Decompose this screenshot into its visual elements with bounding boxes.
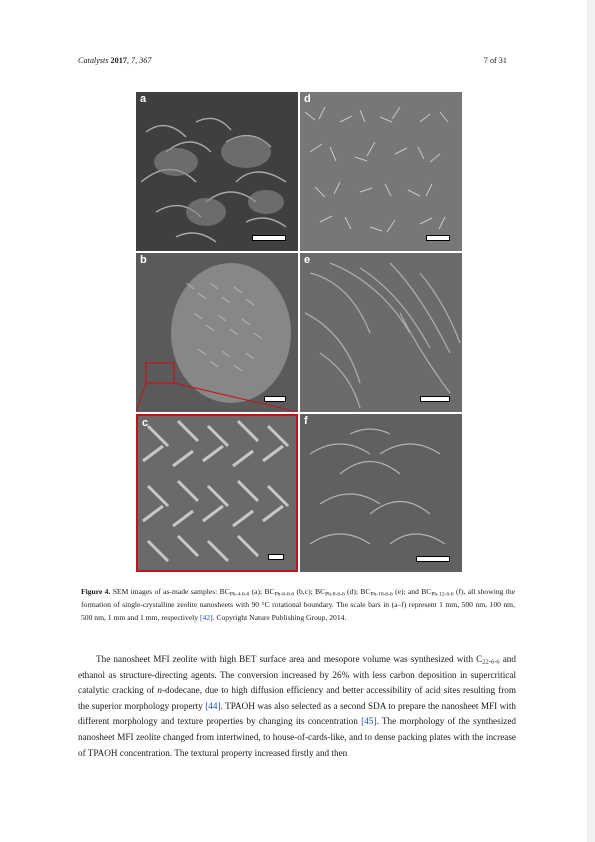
page-number: 7 of 31 (483, 56, 507, 65)
panel-b-image (136, 253, 298, 412)
paragraph: The nanosheet MFI zeolite with high BET surface area and mesopore volume was synthesized with $C_{22-6-6}$ and ethanol as structure-directing agents. The conversion increased by 26% with less carbon deposition in supercritical catalytic cracking of n-dodecane, due to high diffusion efficiency and better accessibility of acid sites resulting from the superior morphology property [44]. TPAOH was also selected as a second SDA to prepare the nanosheet MFI with different morphology and texture properties by changing its concentration [45]. The morphology of the synthesized nanosheet MFI zeolite changed from intertwined, to house-of-cards-like, and to dense packing plates with the increase of TPAOH concentration. The textural property increased firstly and then (78, 654, 516, 758)
panel-label: a (140, 93, 147, 105)
panel-f-image (300, 414, 462, 572)
scale-bar (268, 554, 284, 560)
scale-bar (264, 396, 286, 402)
panel-e (300, 253, 462, 412)
panel-label: b (140, 254, 147, 266)
page-header (78, 56, 507, 65)
journal-citation: Catalysts 2017, 7, 367 (78, 56, 152, 65)
panel-f (300, 414, 462, 572)
panel-c (136, 414, 298, 572)
scale-bar (426, 235, 450, 241)
reference-link[interactable]: [45] (361, 716, 377, 727)
panel-a (136, 92, 298, 251)
panel-e-image (300, 253, 462, 412)
reference-link[interactable]: [44] (205, 700, 221, 711)
scale-bar (252, 235, 286, 241)
panel-d (300, 92, 462, 251)
panel-c-image (138, 416, 296, 570)
panel-label: c (142, 417, 149, 429)
panel-label: f (304, 415, 308, 427)
figure-caption: Figure 4. SEM images of as-made samples: $BC_{Ph-4-6-6}$ (a); $BC_{Ph-6-6-6}$ (b,c); $BC_{Ph-8-6-6}$ (d); $BC_{Ph-10-6-6}$ (e); and $BC_{Ph-12-6-6}$ (f), all showing the formation of single-crystalline zeolite nanosheets with 90 °C rotational boundary. The scale bars in (a–f) represent 1 mm, 500 nm, 100 nm, 500 nm, 1 mm and 1 mm, respectively [42]. Copyright Nature Publishing Group, 2014. (81, 587, 516, 622)
reference-link[interactable]: [42] (199, 613, 213, 622)
scale-bar (420, 396, 450, 402)
panel-d-image (300, 92, 462, 251)
sem-figure (136, 92, 462, 572)
panel-a-image (136, 92, 298, 251)
panel-label: d (304, 93, 311, 105)
panel-label: e (304, 254, 311, 266)
body-text (78, 652, 516, 761)
panel-b (136, 253, 298, 412)
scale-bar (416, 556, 450, 562)
scrollbar-track[interactable] (587, 0, 595, 842)
